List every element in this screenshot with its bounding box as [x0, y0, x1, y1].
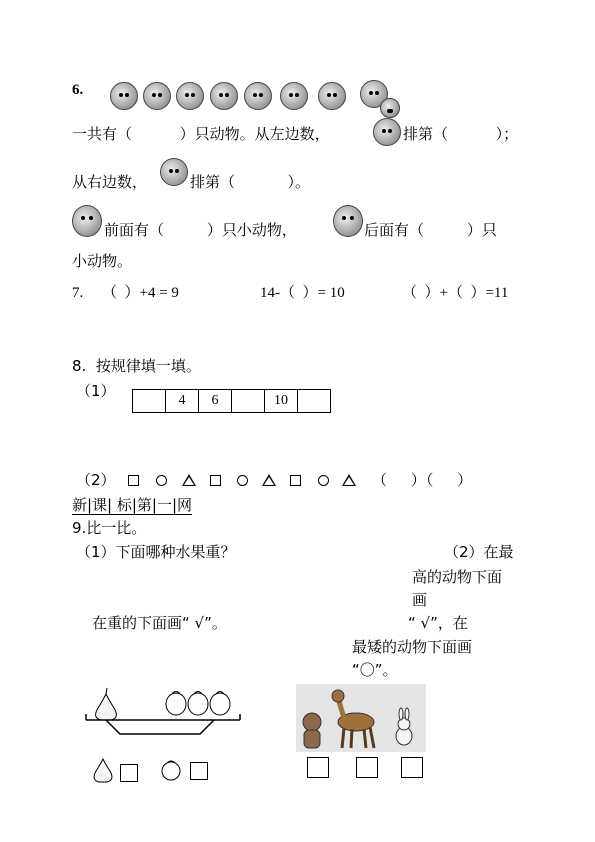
- q7-number: 7.: [72, 285, 84, 301]
- sequence-cell[interactable]: [133, 390, 166, 413]
- q9-part1: （1）下面哪种水果重？: [76, 543, 236, 561]
- sequence-cell: 10: [265, 390, 298, 413]
- apple-icon: [166, 692, 230, 716]
- tiger-icon: [176, 82, 204, 110]
- circle-shape: [318, 475, 329, 486]
- chick-icon: [280, 82, 308, 110]
- pear-icon: [96, 688, 117, 720]
- sheep-icon: [210, 82, 238, 110]
- q9-part2a: （2）在最: [444, 543, 514, 561]
- square-shape: [290, 475, 301, 486]
- q6-line2a: 从右边数，: [72, 173, 148, 191]
- answer-box-rabbit[interactable]: [401, 757, 423, 778]
- sequence-cell[interactable]: [298, 390, 331, 413]
- q8-part1: （1）: [76, 382, 116, 400]
- pear-icon: [92, 756, 114, 784]
- q6-line3a: 前面有（ ）只小动物，: [104, 221, 297, 239]
- q7-expr2: 14-（ ）= 10: [260, 285, 345, 301]
- animals-photo: [296, 684, 426, 752]
- answer-box-apple[interactable]: [190, 762, 208, 780]
- cow-icon: [333, 205, 363, 237]
- q9-title: 9.比一比。: [72, 519, 147, 537]
- apple-icon: [160, 758, 182, 782]
- circle-shape: [156, 475, 167, 486]
- watermark-link[interactable]: 新|课| 标|第|一|网: [72, 496, 193, 514]
- duck-icon: [380, 98, 400, 118]
- deer-icon: [332, 690, 374, 748]
- q8-part2: （2）: [76, 471, 116, 489]
- sequence-table: [132, 389, 331, 413]
- answer-box-pear[interactable]: [120, 764, 138, 782]
- q8-title: 8. 按规律填一填。: [72, 357, 201, 375]
- cow-icon: [72, 205, 102, 237]
- sequence-cell: 6: [199, 390, 232, 413]
- triangle-shape: [182, 474, 196, 486]
- q6-line4: 小动物。: [72, 252, 133, 270]
- square-shape: [128, 475, 139, 486]
- circle-shape: [237, 475, 248, 486]
- answer-box-bear[interactable]: [307, 757, 329, 778]
- pig-icon: [143, 82, 171, 110]
- answer-box-deer[interactable]: [356, 757, 378, 778]
- q6-number: 6.: [72, 82, 84, 98]
- q9-instruction2a: “ √”，在: [408, 614, 468, 632]
- q7-expr1: （ ）+4 = 9: [102, 285, 179, 301]
- triangle-shape: [262, 474, 276, 486]
- q9-part2c: 画: [412, 591, 428, 609]
- sequence-cell: 4: [166, 390, 199, 413]
- rabbit-icon: [396, 708, 412, 745]
- sequence-cell[interactable]: [232, 390, 265, 413]
- q7-expr3: （ ）+（ ）=11: [402, 285, 509, 301]
- q6-line1b: 排第（ ）；: [403, 125, 519, 143]
- chick-icon: [373, 118, 401, 146]
- q9-instruction2c: “〇”。: [352, 661, 398, 679]
- q9-instruction1: 在重的下面画“ √”。: [92, 614, 227, 632]
- square-shape: [210, 475, 221, 486]
- q9-instruction2b: 最矮的动物下面画: [352, 638, 473, 656]
- q8-blanks[interactable]: （ ）（ ）: [372, 471, 473, 489]
- triangle-shape: [342, 474, 356, 486]
- q6-line2b: 排第（ ）。: [190, 173, 310, 191]
- q6-line1: 一共有（ ）只动物。从左边数，: [72, 125, 330, 143]
- cow-icon: [244, 82, 272, 110]
- rabbit-icon: [110, 82, 138, 110]
- balance-scale-illustration: [80, 684, 260, 744]
- bear-icon: [303, 713, 321, 748]
- tiger-icon: [160, 158, 188, 186]
- q6-line3b: 后面有（ ）只: [364, 221, 497, 239]
- q9-part2b: 高的动物下面: [412, 568, 503, 586]
- mouse-icon: [318, 82, 346, 110]
